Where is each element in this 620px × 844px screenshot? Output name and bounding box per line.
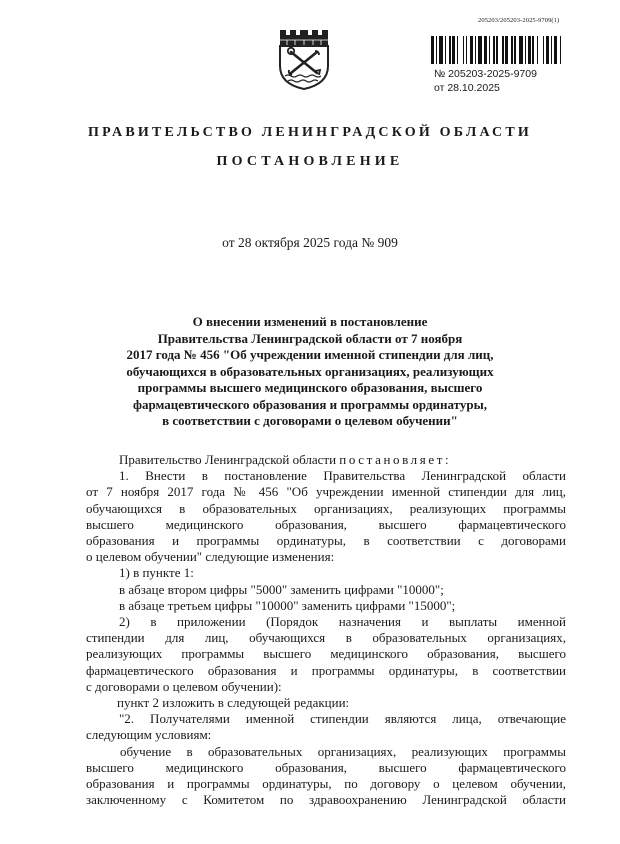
body-line: 1) в пункте 1: xyxy=(119,565,194,581)
coat-of-arms-icon xyxy=(277,26,331,90)
preamble xyxy=(86,452,566,468)
subject-line: обучающихся в образовательных организациях, реализующих xyxy=(126,363,494,379)
subject-line: программы высшего медицинского образования, высшего xyxy=(137,380,483,395)
body-line: реализующих программы высшего медицинского образования, высшего xyxy=(86,646,566,662)
body-line: следующим условиям: xyxy=(86,727,212,743)
body-line: пункт 2 изложить в следующей редакции: xyxy=(117,695,350,711)
government-title: ПРАВИТЕЛЬСТВО ЛЕНИНГРАДСКОЙ ОБЛАСТИ xyxy=(87,125,532,140)
body-line: 2) в приложении (Порядок назначения и выплаты именной xyxy=(119,614,566,630)
body-line: образования и программы ординатуры, в соответствии с договорами xyxy=(86,533,566,549)
subject-line: О внесении изменений в постановление xyxy=(192,314,428,329)
body-line: от 7 ноября 2017 года № 456 "Об учреждении именной стипендии для лиц, xyxy=(86,484,566,500)
barcode xyxy=(431,36,563,64)
body-line: заключенному с Комитетом по здравоохранению Ленинградской области xyxy=(86,792,566,808)
body-line: о целевом обучении" следующие изменения: xyxy=(86,549,335,565)
preamble-text: Правительство Ленинградской области xyxy=(119,452,340,467)
document-type: ПОСТАНОВЛЕНИЕ xyxy=(216,154,404,169)
subject-line: 2017 года № 456 "Об учреждении именной стипендии для лиц, xyxy=(126,347,494,362)
registration-date: от 28.10.2025 xyxy=(434,82,500,94)
body-line: 1. Внести в постановление Правительства Ленинградской области xyxy=(119,468,566,484)
document-code: 205203/205203-2025-9709(1) xyxy=(478,17,560,24)
body-line: в абзаце втором цифры "5000" заменить цифрами "10000"; xyxy=(119,581,444,597)
body-line: обучение в образовательных организациях, реализующих программы xyxy=(120,743,566,759)
subject-line: в соответствии с договорами о целевом обучении" xyxy=(162,413,458,428)
body-line: стипендии для лиц, обучающихся в образовательных организациях, xyxy=(86,630,566,646)
body-line: "2. Получателями именной стипендии являются лица, отвечающие xyxy=(119,711,566,727)
document-date-number: от 28 октября 2025 года № 909 xyxy=(222,235,398,250)
preamble-decree: постановляет: xyxy=(339,452,452,467)
subject-line: Правительства Ленинградской области от 7 ноября xyxy=(157,330,463,346)
body-line: фармацевтического образования и программы ординатуры, в соответствии xyxy=(86,662,566,678)
body-line: образования и программы ординатуры, по договору о целевом обучении, xyxy=(86,776,566,792)
registration-number: № 205203-2025-9709 xyxy=(434,68,537,80)
document-body xyxy=(86,452,566,808)
body-line: обучающихся в образовательных организациях, реализующих программы xyxy=(86,500,566,516)
body-line: в абзаце третьем цифры "10000" заменить цифрами "15000"; xyxy=(119,597,456,613)
document-subject xyxy=(70,314,550,430)
body-line: высшего медицинского образования, высшего фармацевтического xyxy=(86,759,566,775)
subject-line: фармацевтического образования и программы ординатуры, xyxy=(133,396,487,412)
body-line: с договорами о целевом обучении): xyxy=(86,678,282,694)
body-line: высшего медицинского образования, высшего фармацевтического xyxy=(86,516,566,532)
